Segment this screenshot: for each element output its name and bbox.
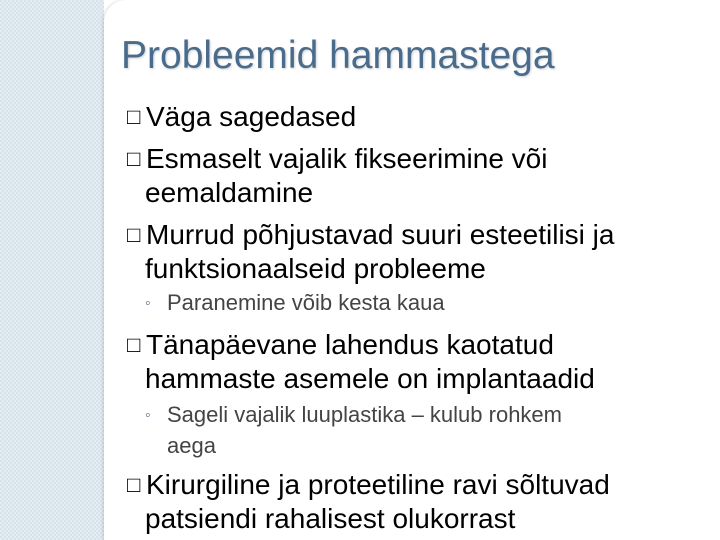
bullet-text: Kirurgiline ja proteetiline ravi sõltuvad: [146, 469, 610, 500]
bullet-text-continued: hammaste asemele on implantaadid: [145, 363, 595, 394]
bullet-text: Murrud põhjustavad suuri esteetilisi ja: [146, 219, 615, 250]
bullet-item: [127, 100, 712, 134]
bullet-item: [127, 142, 712, 210]
sub-bullet-text: Paranemine võib kesta kaua: [167, 290, 445, 315]
sub-bullet-item: [145, 400, 705, 461]
bullet-text-continued: eemaldamine: [145, 177, 314, 208]
bullet-text-continued: patsiendi rahalisest olukorrast: [145, 503, 516, 534]
bullet-text-continued: funktsionaalseid probleeme: [145, 253, 486, 284]
sub-bullet-icon: ◦: [145, 407, 151, 424]
bullet-item: [127, 468, 712, 536]
bullet-text: Esmaselt vajalik fikseerimine või: [146, 143, 548, 174]
sub-bullet-icon: ◦: [145, 295, 151, 312]
bullet-icon: □: [127, 472, 141, 497]
bullet-icon: □: [127, 222, 141, 247]
sub-bullet-text-continued: aega: [167, 433, 216, 458]
bullet-text: Väga sagedased: [146, 101, 357, 132]
bullet-icon: □: [127, 146, 141, 171]
bullet-icon: □: [127, 332, 141, 357]
sub-bullet-item: [145, 288, 705, 319]
side-strip: [0, 0, 104, 540]
slide-title: Probleemid hammastega: [121, 34, 555, 77]
bullet-icon: □: [127, 104, 141, 129]
sub-bullet-text: Sageli vajalik luuplastika – kulub rohkem: [167, 402, 562, 427]
bullet-text: Tänapäevane lahendus kaotatud: [146, 329, 554, 360]
bullet-item: [127, 328, 712, 396]
bullet-item: [127, 218, 712, 286]
